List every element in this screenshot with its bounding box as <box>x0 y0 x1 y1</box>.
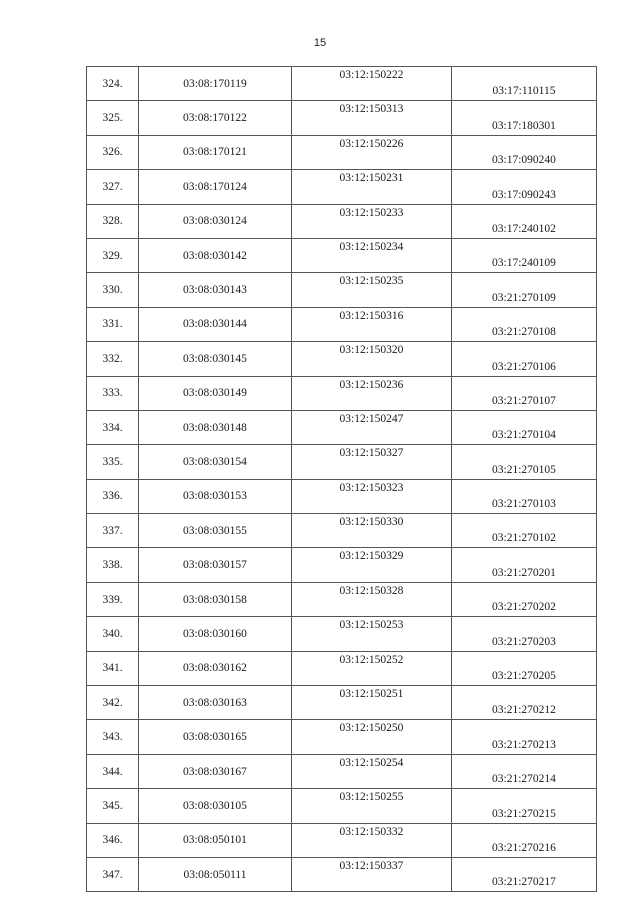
table-row <box>87 754 597 788</box>
code-column-2: 03:12:150254 <box>292 754 452 788</box>
table-row <box>87 686 597 720</box>
code-column-2: 03:12:150250 <box>292 720 452 754</box>
row-number: 327. <box>87 170 139 204</box>
code-column-2: 03:12:150253 <box>292 617 452 651</box>
code-column-3: 03:21:270105 <box>452 445 597 479</box>
code-column-2: 03:12:150235 <box>292 273 452 307</box>
code-column-3: 03:21:270213 <box>452 720 597 754</box>
code-column-1: 03:08:030165 <box>139 720 292 754</box>
code-column-2: 03:12:150247 <box>292 410 452 444</box>
row-number: 347. <box>87 857 139 891</box>
row-number: 346. <box>87 823 139 857</box>
code-column-3: 03:17:180301 <box>452 101 597 135</box>
code-column-2: 03:12:150233 <box>292 204 452 238</box>
table-row <box>87 101 597 135</box>
row-number: 333. <box>87 376 139 410</box>
code-column-3: 03:21:270212 <box>452 686 597 720</box>
code-column-3: 03:21:270106 <box>452 342 597 376</box>
code-column-1: 03:08:170122 <box>139 101 292 135</box>
row-number: 343. <box>87 720 139 754</box>
code-column-1: 03:08:030158 <box>139 582 292 616</box>
code-column-3: 03:21:270103 <box>452 479 597 513</box>
row-number: 331. <box>87 307 139 341</box>
code-column-2: 03:12:150234 <box>292 238 452 272</box>
code-column-3: 03:21:270214 <box>452 754 597 788</box>
code-column-2: 03:12:150316 <box>292 307 452 341</box>
code-column-3: 03:17:240102 <box>452 204 597 238</box>
row-number: 342. <box>87 686 139 720</box>
table-row <box>87 548 597 582</box>
code-column-1: 03:08:030124 <box>139 204 292 238</box>
table-row <box>87 238 597 272</box>
row-number: 339. <box>87 582 139 616</box>
code-column-3: 03:21:270216 <box>452 823 597 857</box>
code-column-1: 03:08:030145 <box>139 342 292 376</box>
row-number: 330. <box>87 273 139 307</box>
code-table-body <box>87 67 597 892</box>
code-column-1: 03:08:030167 <box>139 754 292 788</box>
code-column-3: 03:21:270201 <box>452 548 597 582</box>
row-number: 335. <box>87 445 139 479</box>
code-column-2: 03:12:150330 <box>292 514 452 548</box>
row-number: 337. <box>87 514 139 548</box>
row-number: 338. <box>87 548 139 582</box>
code-column-1: 03:08:030142 <box>139 238 292 272</box>
code-column-3: 03:21:270202 <box>452 582 597 616</box>
code-column-2: 03:12:150252 <box>292 651 452 685</box>
code-column-2: 03:12:150323 <box>292 479 452 513</box>
code-column-2: 03:12:150320 <box>292 342 452 376</box>
code-column-3: 03:21:270203 <box>452 617 597 651</box>
code-column-3: 03:21:270205 <box>452 651 597 685</box>
code-column-1: 03:08:170119 <box>139 67 292 101</box>
code-column-2: 03:12:150328 <box>292 582 452 616</box>
table-row <box>87 857 597 891</box>
table-row <box>87 445 597 479</box>
row-number: 334. <box>87 410 139 444</box>
table-row <box>87 514 597 548</box>
code-column-3: 03:17:240109 <box>452 238 597 272</box>
row-number: 329. <box>87 238 139 272</box>
table-row <box>87 376 597 410</box>
table-row <box>87 617 597 651</box>
code-column-1: 03:08:030148 <box>139 410 292 444</box>
page-number: 15 <box>313 37 327 49</box>
code-column-2: 03:12:150329 <box>292 548 452 582</box>
code-column-3: 03:21:270215 <box>452 789 597 823</box>
code-column-3: 03:21:270217 <box>452 857 597 891</box>
table-row <box>87 67 597 101</box>
code-column-2: 03:12:150327 <box>292 445 452 479</box>
code-column-3: 03:17:090243 <box>452 170 597 204</box>
code-column-2: 03:12:150255 <box>292 789 452 823</box>
code-column-3: 03:21:270109 <box>452 273 597 307</box>
table-row <box>87 273 597 307</box>
code-column-1: 03:08:030163 <box>139 686 292 720</box>
table-row <box>87 720 597 754</box>
row-number: 345. <box>87 789 139 823</box>
table-row <box>87 823 597 857</box>
code-column-3: 03:21:270108 <box>452 307 597 341</box>
table-row <box>87 170 597 204</box>
code-column-2: 03:12:150226 <box>292 135 452 169</box>
code-column-3: 03:21:270102 <box>452 514 597 548</box>
row-number: 341. <box>87 651 139 685</box>
code-column-2: 03:12:150222 <box>292 67 452 101</box>
row-number: 324. <box>87 67 139 101</box>
row-number: 332. <box>87 342 139 376</box>
code-column-1: 03:08:050111 <box>139 857 292 891</box>
code-column-3: 03:21:270104 <box>452 410 597 444</box>
row-number: 344. <box>87 754 139 788</box>
table-row <box>87 410 597 444</box>
code-column-1: 03:08:030157 <box>139 548 292 582</box>
code-column-1: 03:08:030153 <box>139 479 292 513</box>
table-row <box>87 582 597 616</box>
code-column-1: 03:08:030105 <box>139 789 292 823</box>
code-column-2: 03:12:150236 <box>292 376 452 410</box>
table-row <box>87 651 597 685</box>
code-column-2: 03:12:150332 <box>292 823 452 857</box>
code-column-1: 03:08:030149 <box>139 376 292 410</box>
code-column-2: 03:12:150251 <box>292 686 452 720</box>
row-number: 326. <box>87 135 139 169</box>
code-column-1: 03:08:030143 <box>139 273 292 307</box>
code-column-3: 03:21:270107 <box>452 376 597 410</box>
code-table <box>86 66 597 892</box>
table-row <box>87 135 597 169</box>
table-row <box>87 307 597 341</box>
row-number: 340. <box>87 617 139 651</box>
table-row <box>87 204 597 238</box>
row-number: 325. <box>87 101 139 135</box>
code-column-1: 03:08:050101 <box>139 823 292 857</box>
row-number: 328. <box>87 204 139 238</box>
table-row <box>87 342 597 376</box>
table-row <box>87 789 597 823</box>
code-column-1: 03:08:030155 <box>139 514 292 548</box>
code-column-1: 03:08:030162 <box>139 651 292 685</box>
code-column-3: 03:17:090240 <box>452 135 597 169</box>
code-column-3: 03:17:110115 <box>452 67 597 101</box>
code-column-1: 03:08:170124 <box>139 170 292 204</box>
row-number: 336. <box>87 479 139 513</box>
code-column-1: 03:08:030144 <box>139 307 292 341</box>
code-column-2: 03:12:150313 <box>292 101 452 135</box>
code-column-1: 03:08:030154 <box>139 445 292 479</box>
code-column-1: 03:08:030160 <box>139 617 292 651</box>
table-row <box>87 479 597 513</box>
code-column-2: 03:12:150231 <box>292 170 452 204</box>
code-column-1: 03:08:170121 <box>139 135 292 169</box>
code-column-2: 03:12:150337 <box>292 857 452 891</box>
